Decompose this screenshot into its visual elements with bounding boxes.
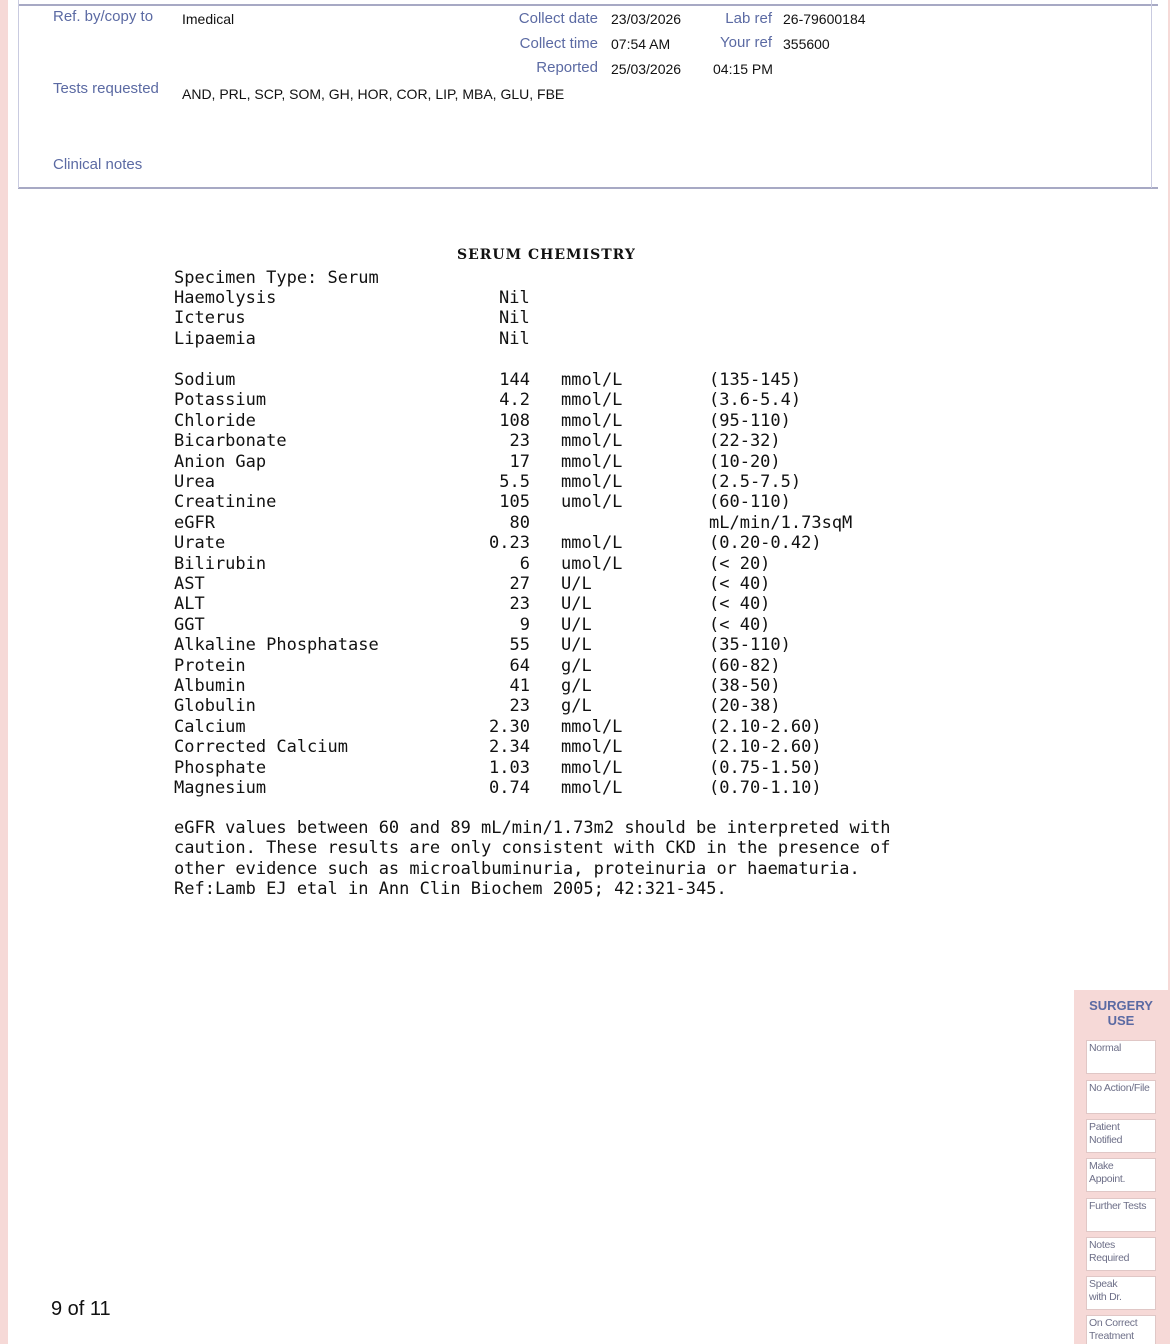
- header-right-border: [1151, 0, 1152, 188]
- reported-date-value: 25/03/2026: [611, 61, 682, 77]
- result-row: [8, 390, 1008, 410]
- result-reference-range: (35-110): [709, 635, 791, 656]
- result-name: Corrected Calcium: [174, 737, 348, 758]
- result-row: [8, 696, 1008, 716]
- result-unit: umol/L: [561, 553, 623, 574]
- result-name: Bicarbonate: [174, 431, 287, 452]
- result-name: Potassium: [174, 390, 267, 411]
- result-value: 6: [519, 553, 530, 574]
- result-unit: g/L: [561, 655, 592, 676]
- result-name: Albumin: [174, 676, 246, 696]
- result-row: [8, 574, 1008, 594]
- surgery-use-option-line1: Further Tests: [1089, 1200, 1147, 1212]
- surgery-use-option-line1: Patient: [1089, 1121, 1120, 1133]
- result-row: [8, 411, 1008, 431]
- result-value: 17: [509, 451, 530, 472]
- surgery-use-checkbox[interactable]: [1086, 1315, 1156, 1344]
- result-name: Calcium: [174, 716, 246, 737]
- result-row: [8, 492, 1008, 512]
- result-reference-range: (22-32): [709, 431, 781, 452]
- note-line: Ref:Lamb EJ etal in Ann Clin Biochem 2005; 42:321-345.: [174, 879, 727, 900]
- surgery-use-option-line2: Appoint.: [1089, 1173, 1126, 1185]
- header-bottom-rule: [18, 187, 1158, 189]
- result-name: Anion Gap: [174, 451, 267, 472]
- result-reference-range: (20-38): [709, 696, 781, 717]
- clinical-notes-label: Clinical notes: [53, 156, 143, 173]
- surgery-use-option-line1: Speak: [1089, 1278, 1118, 1290]
- result-unit: U/L: [561, 574, 592, 594]
- ref-by-value: Imedical: [182, 11, 235, 27]
- result-row: [8, 472, 1008, 492]
- top-rule: [18, 4, 1158, 6]
- result-value: 108: [499, 410, 530, 431]
- result-row: [8, 778, 1008, 798]
- result-row: [8, 370, 1008, 390]
- result-value: 23: [509, 696, 530, 717]
- result-name: Magnesium: [174, 778, 267, 798]
- result-reference-range: (< 40): [709, 574, 771, 594]
- result-name: AST: [174, 574, 205, 594]
- result-value: 4.2: [499, 390, 530, 411]
- result-name: Globulin: [174, 696, 256, 717]
- surgery-use-title-line2: USE: [1107, 1013, 1135, 1028]
- index-value: Nil: [499, 288, 530, 308]
- result-name: GGT: [174, 614, 205, 635]
- result-row: [8, 758, 1008, 778]
- result-value: 80: [509, 512, 530, 533]
- result-row: [8, 737, 1008, 757]
- note-line: other evidence such as microalbuminuria, proteinuria or haematuria.: [174, 858, 860, 879]
- result-name: Protein: [174, 655, 246, 676]
- surgery-use-title: [1074, 998, 1168, 1028]
- result-value: 27: [509, 574, 530, 594]
- result-unit: umol/L: [561, 492, 623, 513]
- result-value: 23: [509, 431, 530, 452]
- result-name: Bilirubin: [174, 553, 267, 574]
- result-name: Sodium: [174, 370, 236, 390]
- result-reference-range: (60-110): [709, 492, 791, 513]
- surgery-use-option-line2: Treatment: [1089, 1330, 1134, 1342]
- header-left-border: [18, 0, 19, 188]
- result-value: 1.03: [489, 757, 530, 778]
- note-line: caution. These results are only consistent with CKD in the presence of: [174, 838, 891, 859]
- surgery-use-checkbox[interactable]: [1086, 1158, 1156, 1192]
- index-value: Nil: [499, 308, 530, 329]
- result-reference-range: (135-145): [709, 370, 802, 390]
- index-row: [8, 288, 1008, 308]
- result-reference-range: (2.10-2.60): [709, 737, 822, 758]
- egfr-interpretation-note: [174, 818, 890, 900]
- result-unit: mmol/L: [561, 737, 623, 758]
- result-name: Creatinine: [174, 492, 277, 513]
- surgery-use-title-line1: SURGERY: [1089, 998, 1153, 1013]
- result-row: [8, 635, 1008, 655]
- result-reference-range: (< 20): [709, 553, 771, 574]
- result-unit: mmol/L: [561, 451, 623, 472]
- result-value: 144: [499, 370, 530, 390]
- result-row: [8, 656, 1008, 676]
- surgery-use-option-line1: On Correct: [1089, 1317, 1138, 1329]
- ref-by-label: Ref. by/copy to: [53, 8, 154, 25]
- surgery-use-checkbox[interactable]: [1086, 1080, 1156, 1114]
- index-row: [8, 308, 1008, 328]
- collect-time-label: Collect time: [519, 35, 598, 52]
- result-unit: mmol/L: [561, 370, 623, 390]
- result-unit: mmol/L: [561, 472, 623, 492]
- result-row: [8, 554, 1008, 574]
- surgery-use-checkbox[interactable]: [1086, 1276, 1156, 1310]
- index-name: Icterus: [174, 308, 246, 329]
- report-page: [8, 0, 1168, 1344]
- result-unit: U/L: [561, 614, 592, 635]
- result-reference-range: mL/min/1.73sqM: [709, 512, 853, 533]
- result-row: [8, 431, 1008, 451]
- result-reference-range: (< 40): [709, 614, 771, 635]
- result-name: eGFR: [174, 512, 215, 533]
- index-row: [8, 329, 1008, 349]
- result-reference-range: (2.5-7.5): [709, 472, 802, 492]
- result-unit: mmol/L: [561, 410, 623, 431]
- your-ref-value: 355600: [783, 36, 830, 52]
- result-value: 55: [509, 635, 530, 656]
- result-name: Chloride: [174, 410, 256, 431]
- result-reference-range: (3.6-5.4): [709, 390, 802, 411]
- result-row: [8, 615, 1008, 635]
- surgery-use-option-line1: Notes: [1089, 1239, 1115, 1251]
- result-reference-range: (60-82): [709, 655, 781, 676]
- surgery-use-checkbox[interactable]: [1086, 1198, 1156, 1232]
- result-row: [8, 676, 1008, 696]
- your-ref-label: Your ref: [720, 34, 772, 51]
- surgery-use-option-line2: with Dr.: [1089, 1291, 1122, 1303]
- result-value: 9: [519, 614, 530, 635]
- result-unit: g/L: [561, 696, 592, 717]
- result-unit: mmol/L: [561, 716, 623, 737]
- surgery-use-checkbox[interactable]: [1086, 1119, 1156, 1153]
- result-unit: mmol/L: [561, 757, 623, 778]
- surgery-use-option-line2: Required: [1089, 1252, 1130, 1264]
- lab-ref-label: Lab ref: [725, 10, 772, 27]
- result-unit: g/L: [561, 676, 592, 696]
- result-unit: mmol/L: [561, 533, 623, 554]
- result-unit: mmol/L: [561, 778, 623, 798]
- index-value: Nil: [499, 328, 530, 349]
- result-unit: mmol/L: [561, 431, 623, 452]
- result-value: 41: [509, 676, 530, 696]
- surgery-use-checkbox[interactable]: [1086, 1237, 1156, 1271]
- result-reference-range: (38-50): [709, 676, 781, 696]
- result-row: [8, 533, 1008, 553]
- result-reference-range: (10-20): [709, 451, 781, 472]
- surgery-use-checkbox[interactable]: [1086, 1040, 1156, 1074]
- result-value: 0.23: [489, 533, 530, 554]
- collect-time-value: 07:54 AM: [611, 36, 671, 52]
- result-value: 5.5: [499, 472, 530, 492]
- report-title: SERUM CHEMISTRY: [457, 247, 636, 263]
- result-row: [8, 717, 1008, 737]
- result-name: Phosphate: [174, 757, 267, 778]
- result-value: 0.74: [489, 778, 530, 798]
- result-value: 105: [499, 492, 530, 513]
- surgery-use-option-line1: No Action/File: [1089, 1082, 1150, 1094]
- tests-requested-label: Tests requested: [53, 80, 159, 97]
- result-value: 64: [509, 655, 530, 676]
- result-reference-range: (0.75-1.50): [709, 757, 822, 778]
- result-row: [8, 594, 1008, 614]
- index-name: Lipaemia: [174, 328, 256, 349]
- result-name: Urea: [174, 472, 215, 492]
- surgery-use-option-line1: Make: [1089, 1160, 1114, 1172]
- index-name: Haemolysis: [174, 288, 277, 308]
- result-row: [8, 513, 1008, 533]
- tests-requested-value: AND, PRL, SCP, SOM, GH, HOR, COR, LIP, MBA, GLU, FBE: [182, 86, 565, 102]
- result-unit: U/L: [561, 635, 592, 656]
- collect-date-label: Collect date: [518, 10, 598, 27]
- surgery-use-option-line2: Notified: [1089, 1134, 1123, 1146]
- result-reference-range: (0.70-1.10): [709, 778, 822, 798]
- result-value: 2.30: [489, 716, 530, 737]
- surgery-use-panel: [1074, 990, 1168, 1344]
- result-value: 23: [509, 594, 530, 615]
- reported-time-value: 04:15 PM: [713, 61, 773, 77]
- lab-ref-value: 26-79600184: [783, 11, 866, 27]
- result-name: ALT: [174, 594, 205, 615]
- result-unit: U/L: [561, 594, 592, 615]
- result-row: [8, 452, 1008, 472]
- result-reference-range: (0.20-0.42): [709, 533, 822, 554]
- reported-label: Reported: [536, 59, 598, 76]
- result-reference-range: (95-110): [709, 410, 791, 431]
- result-unit: mmol/L: [561, 390, 623, 411]
- result-reference-range: (2.10-2.60): [709, 716, 822, 737]
- result-value: 2.34: [489, 737, 530, 758]
- page-number: 9 of 11: [51, 1298, 111, 1320]
- surgery-use-option-line1: Normal: [1089, 1042, 1122, 1054]
- result-name: Urate: [174, 533, 226, 554]
- collect-date-value: 23/03/2026: [611, 11, 682, 27]
- specimen-type: Specimen Type: Serum: [174, 268, 379, 288]
- note-line: eGFR values between 60 and 89 mL/min/1.73m2 should be interpreted with: [174, 818, 891, 838]
- result-name: Alkaline Phosphatase: [174, 635, 379, 656]
- result-reference-range: (< 40): [709, 594, 771, 615]
